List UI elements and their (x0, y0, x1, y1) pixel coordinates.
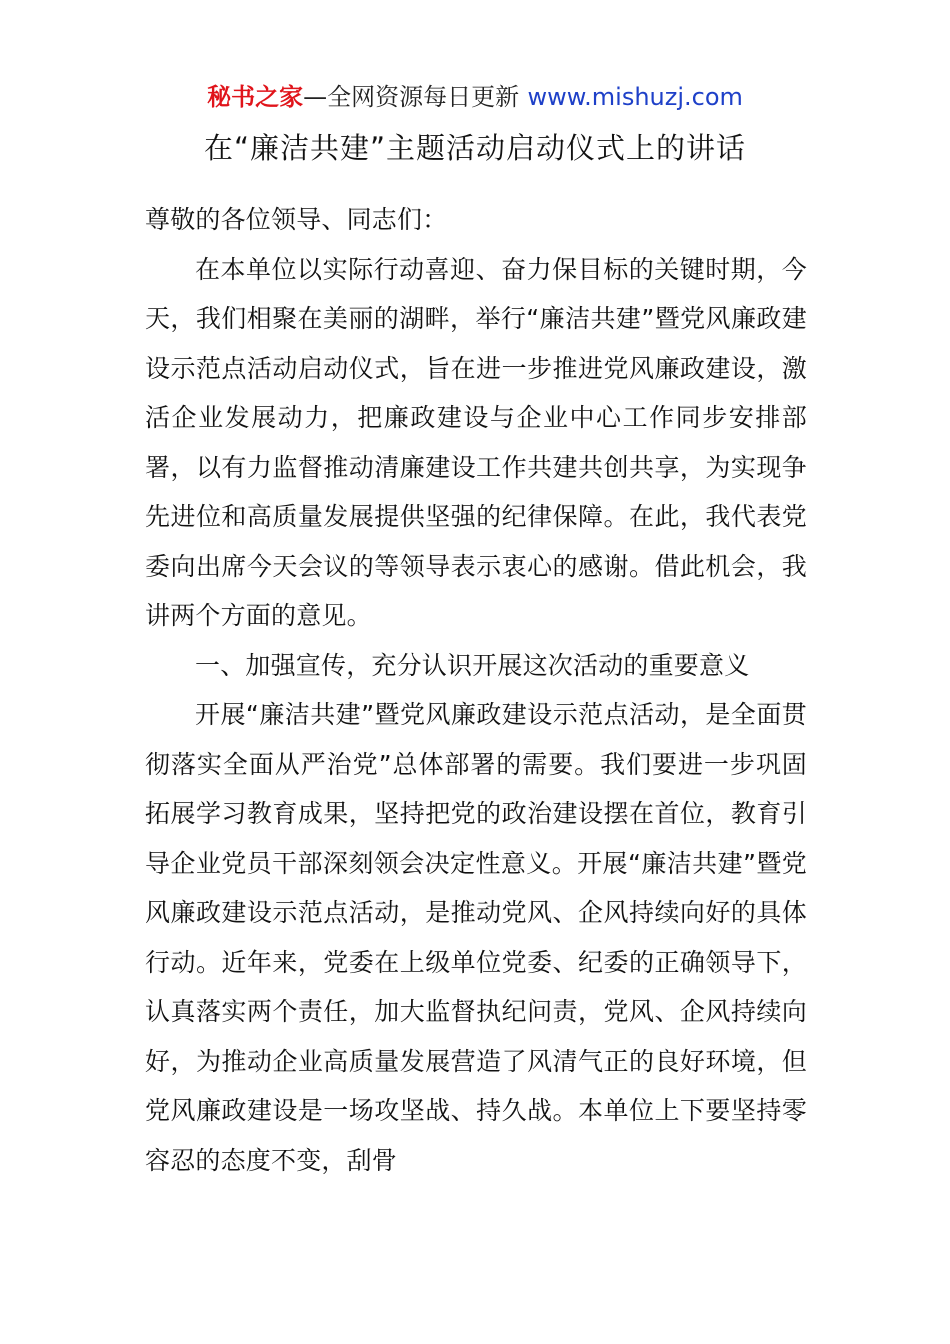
document-body (145, 195, 807, 1185)
site-banner (0, 82, 950, 112)
paragraph: 在本单位以实际行动喜迎、奋力保目标的关键时期，今天，我们相聚在美丽的湖畔，举行“廉洁共建”暨党风廉政建设示范点活动启动仪式，旨在进一步推进党风廉政建设，激活企业发展动力，把廉政建设与企业中心工作同步安排部署，以有力监督推动清廉建设工作共建共创共享，为实现争先进位和高质量发展提供坚强的纪律保障。在此，我代表党委向出席今天会议的等领导表示衷心的感谢。借此机会，我讲两个方面的意见。 (145, 254, 807, 630)
paragraph: 开展“廉洁共建”暨党风廉政建设示范点活动，是全面贯彻落实全面从严治党”总体部署的需要。我们要进一步巩固拓展学习教育成果，坚持把党的政治建设摆在首位，教育引导企业党员干部深刻领会决定性意义。开展“廉洁共建”暨党风廉政建设示范点活动，是推动党风、企风持续向好的具体行动。近年来，党委在上级单位党委、纪委的正确领导下，认真落实两个责任，加大监督执纪问责，党风、企风持续向好，为推动企业高质量发展营造了风清气正的良好环境，但党风廉政建设是一场攻坚战、持久战。本单位上下要坚持零容忍的态度不变，刮骨 (145, 700, 807, 1175)
brand-name[interactable]: 秘书之家 (207, 83, 304, 111)
salutation: 尊敬的各位领导、同志们： (145, 205, 448, 234)
banner-tagline: —全网资源每日更新 (303, 83, 520, 111)
site-url-link[interactable]: www.mishuzj.com (527, 83, 743, 111)
section-heading: 一、加强宣传，充分认识开展这次活动的重要意义 (195, 650, 750, 680)
document-title: 在“廉洁共建”主题活动启动仪式上的讲话 (203, 131, 747, 165)
